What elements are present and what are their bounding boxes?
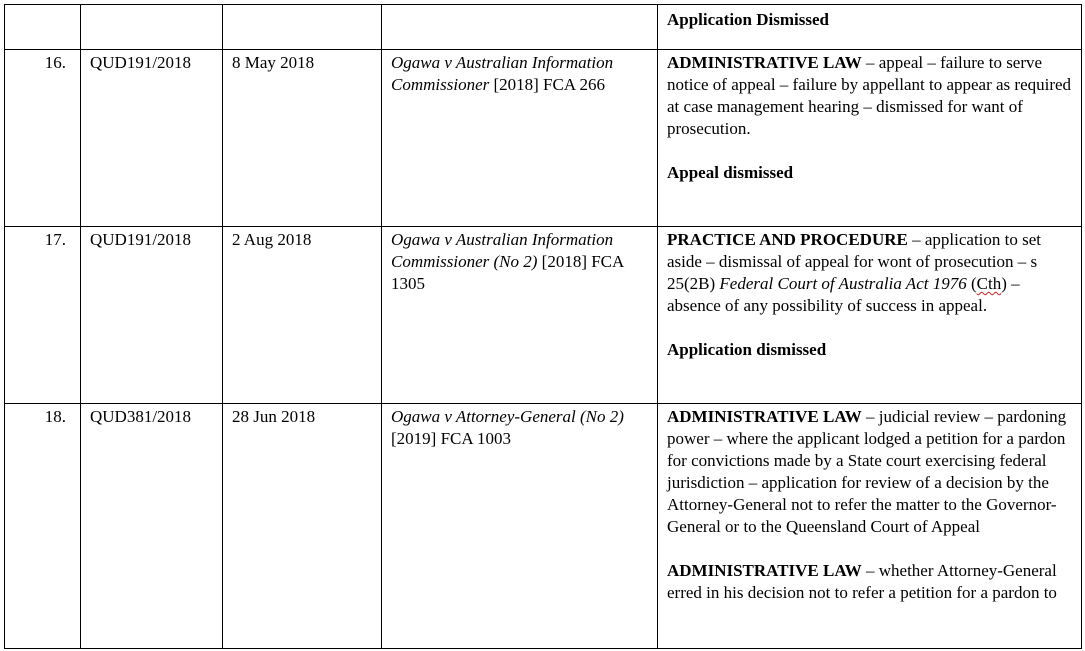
table-row [5,5,1082,50]
summary-cell [658,5,1082,50]
catchwords [667,406,1072,538]
file-number-cell: QUD191/2018 [81,227,223,404]
catchword-text: ( [966,274,977,293]
date-cell: 8 May 2018 [223,50,382,227]
file-number-cell [81,5,223,50]
citation-cell [382,5,658,50]
catchword-text: ) – absence of any possibility of success in appeal. [667,274,1020,315]
file-number-cell: QUD381/2018 [81,404,223,649]
date-cell: 2 Aug 2018 [223,227,382,404]
citation-cell [382,227,658,404]
catchword-heading: ADMINISTRATIVE LAW [667,53,862,72]
row-number-cell: 18. [5,404,81,649]
summary-cell [658,227,1082,404]
case-name: Ogawa v Australian Information Commissioner [391,53,614,94]
catchword-text: – application to set aside – dismissal of appeal for wont of prosecution – s 25(2B) [667,230,1041,293]
result-text: Appeal dismissed [667,163,794,182]
table-row [5,227,1082,404]
row-number-cell: 16. [5,50,81,227]
date-cell: 28 Jun 2018 [223,404,382,649]
citation-cell [382,50,658,227]
cases-table [4,4,1082,649]
summary-cell [658,50,1082,227]
table-row [5,50,1082,227]
catchword-text: – whether Attorney-General erred in his decision not to refer a petition for a pardon to [667,561,1057,602]
catchword-text: – appeal – failure to serve notice of appeal – failure by appellant to appear as required at case management hearing – dismissed for want of prosecution. [667,53,1072,138]
row-number-cell [5,5,81,50]
file-number-cell: QUD191/2018 [81,50,223,227]
citation-cell [382,404,658,649]
table-row [5,404,1082,649]
citation-reference: [2019] FCA 1003 [391,429,511,448]
citation-reference: [2018] FCA 266 [489,75,605,94]
catchword-heading: PRACTICE AND PROCEDURE [667,230,908,249]
act-name: Federal Court of Australia Act 1976 [719,274,967,293]
catchwords [667,560,1072,604]
result-text: Application Dismissed [667,10,829,29]
result-text: Application dismissed [667,340,827,359]
citation-reference: [2018] FCA 1305 [391,252,624,293]
summary-cell [658,404,1082,649]
row-number-cell: 17. [5,227,81,404]
jurisdiction-abbrev: Cth [976,274,1002,293]
catchwords [667,52,1072,140]
case-name: Ogawa v Attorney-General (No 2) [391,407,624,426]
catchword-heading: ADMINISTRATIVE LAW [667,561,862,580]
catchwords [667,229,1072,317]
catchword-heading: ADMINISTRATIVE LAW [667,407,862,426]
date-cell [223,5,382,50]
catchword-text: – judicial review – pardoning power – where the applicant lodged a petition for a pardon for convictions made by a State court exercising federal jurisdiction – application for review of a decision by the Attorney-General not to refer the matter to the Governor-General or to the Queensland Court of Appeal [667,407,1067,536]
case-name: Ogawa v Australian Information Commissioner (No 2) [391,230,614,271]
